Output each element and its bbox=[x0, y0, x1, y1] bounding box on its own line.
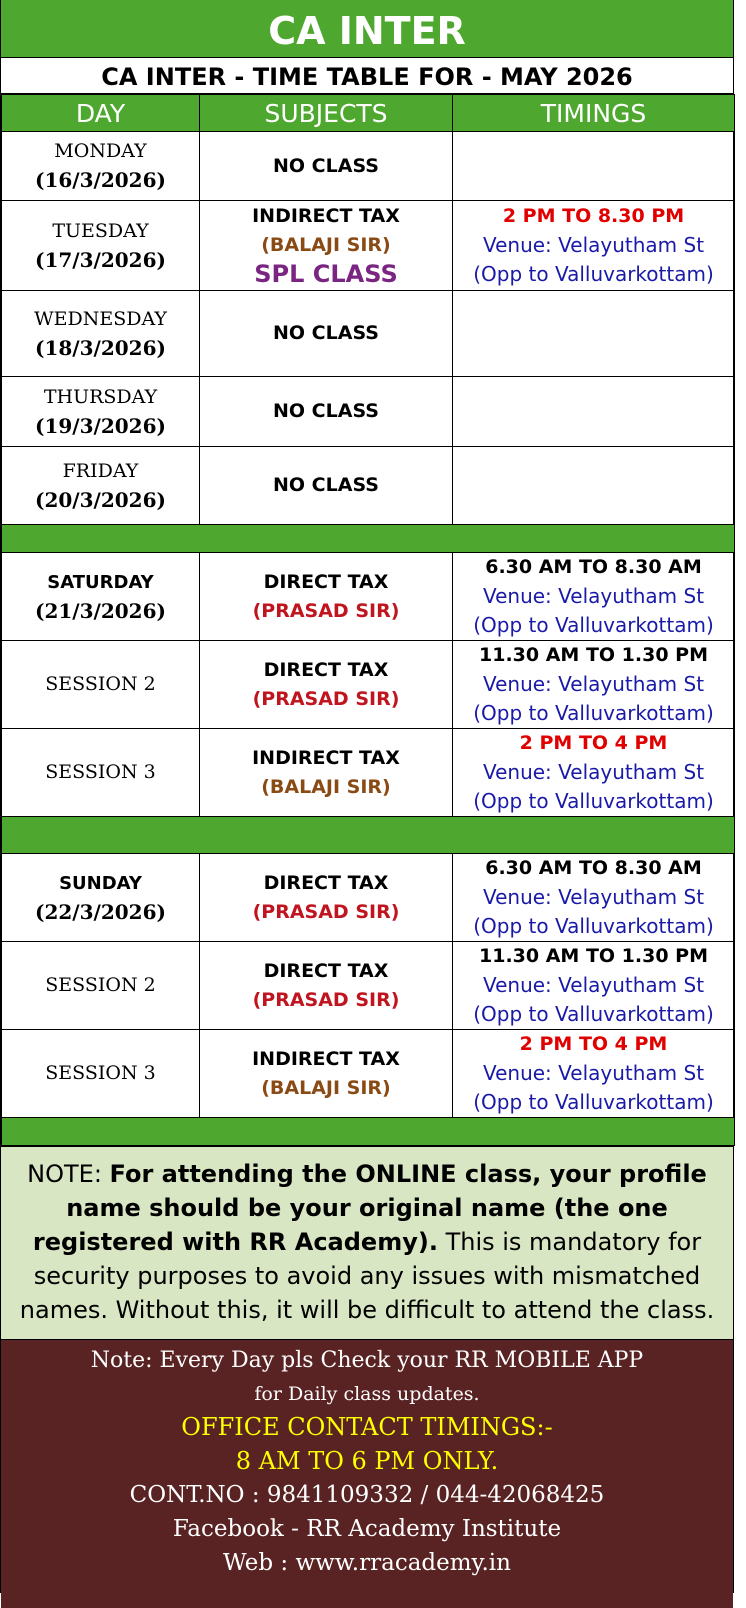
section-divider bbox=[2, 525, 735, 553]
timing-cell bbox=[453, 553, 735, 641]
timing-cell bbox=[453, 942, 735, 1030]
subject-name: DIRECT TAX bbox=[263, 570, 389, 593]
venue-landmark: (Opp to Valluvarkottam) bbox=[473, 1090, 714, 1114]
day-date: (22/3/2026) bbox=[35, 899, 166, 924]
subject-name: INDIRECT TAX bbox=[252, 746, 400, 769]
day-date: (16/3/2026) bbox=[35, 168, 166, 192]
timing-cell bbox=[453, 201, 735, 291]
table-row bbox=[2, 553, 735, 641]
table-row bbox=[2, 377, 735, 447]
facebook-link[interactable]: Facebook - RR Academy Institute bbox=[172, 1516, 562, 1542]
note-prefix: NOTE: bbox=[27, 1160, 110, 1188]
session-label: SESSION 3 bbox=[2, 729, 200, 817]
website-link[interactable]: Web : www.rracademy.in bbox=[223, 1550, 511, 1576]
timing-cell bbox=[453, 132, 735, 201]
table-row bbox=[2, 447, 735, 525]
subject-name: INDIRECT TAX bbox=[252, 1047, 400, 1070]
day-name: SUNDAY bbox=[59, 872, 142, 894]
day-date: (18/3/2026) bbox=[35, 335, 166, 360]
timing-cell bbox=[453, 377, 735, 447]
day-cell bbox=[2, 854, 200, 942]
venue-landmark: (Opp to Valluvarkottam) bbox=[473, 613, 714, 637]
day-date: (20/3/2026) bbox=[35, 487, 166, 512]
timing-cell bbox=[453, 854, 735, 942]
table-row bbox=[2, 132, 735, 201]
subject-name: DIRECT TAX bbox=[263, 959, 389, 982]
day-cell bbox=[2, 553, 200, 641]
tutor-name: (PRASAD SIR) bbox=[252, 599, 400, 622]
timetable-subtitle: CA INTER - TIME TABLE FOR - MAY 2026 bbox=[1, 58, 733, 94]
tutor-name: (BALAJI SIR) bbox=[261, 1076, 391, 1099]
subject-name: DIRECT TAX bbox=[263, 658, 389, 681]
day-date: (21/3/2026) bbox=[35, 598, 166, 623]
subject-cell: NO CLASS bbox=[200, 132, 453, 201]
section-divider bbox=[2, 817, 735, 854]
contact-number: CONT.NO : 9841109332 / 044-42068425 bbox=[129, 1482, 605, 1508]
tutor-name: (BALAJI SIR) bbox=[261, 775, 391, 798]
subject-cell: NO CLASS bbox=[200, 291, 453, 377]
venue-line: Venue: Velayutham St bbox=[482, 973, 705, 997]
session-label: SESSION 3 bbox=[2, 1030, 200, 1118]
venue-line: Venue: Velayutham St bbox=[482, 885, 705, 909]
footer-contact bbox=[1, 1340, 733, 1608]
online-class-note bbox=[1, 1146, 733, 1340]
tutor-name: (PRASAD SIR) bbox=[252, 687, 400, 710]
office-timings-hours: 8 AM TO 6 PM ONLY. bbox=[235, 1447, 499, 1475]
subject-cell: NO CLASS bbox=[200, 377, 453, 447]
subject-name: INDIRECT TAX bbox=[252, 205, 400, 227]
day-name: SATURDAY bbox=[47, 571, 154, 593]
day-cell bbox=[2, 291, 200, 377]
header-row bbox=[2, 95, 735, 132]
day-cell bbox=[2, 201, 200, 291]
footer-app-note-2: for Daily class updates. bbox=[254, 1383, 480, 1405]
subject-cell bbox=[200, 942, 453, 1030]
col-subjects-header: SUBJECTS bbox=[200, 95, 453, 132]
time-range: 6.30 AM TO 8.30 AM bbox=[485, 556, 702, 578]
session-label: SESSION 2 bbox=[2, 641, 200, 729]
timing-cell bbox=[453, 729, 735, 817]
venue-landmark: (Opp to Valluvarkottam) bbox=[473, 1002, 714, 1026]
time-range: 6.30 AM TO 8.30 AM bbox=[485, 857, 702, 879]
subject-cell bbox=[200, 201, 453, 291]
venue-line: Venue: Velayutham St bbox=[482, 584, 705, 608]
timing-cell bbox=[453, 1030, 735, 1118]
table-row bbox=[2, 641, 735, 729]
subject-cell bbox=[200, 1030, 453, 1118]
table-row bbox=[2, 729, 735, 817]
day-name: WEDNESDAY bbox=[34, 307, 167, 330]
table-row bbox=[2, 201, 735, 291]
timetable bbox=[1, 94, 735, 1146]
subject-cell: NO CLASS bbox=[200, 447, 453, 525]
tutor-name: (PRASAD SIR) bbox=[252, 900, 400, 923]
day-cell bbox=[2, 447, 200, 525]
col-timings-header: TIMINGS bbox=[453, 95, 735, 132]
timing-cell bbox=[453, 641, 735, 729]
day-name: TUESDAY bbox=[52, 219, 149, 242]
tutor-name: (BALAJI SIR) bbox=[261, 234, 391, 256]
venue-line: Venue: Velayutham St bbox=[482, 233, 705, 257]
table-row bbox=[2, 942, 735, 1030]
time-range: 11.30 AM TO 1.30 PM bbox=[479, 945, 708, 967]
subject-cell bbox=[200, 729, 453, 817]
subject-cell bbox=[200, 553, 453, 641]
day-date: (19/3/2026) bbox=[35, 413, 166, 438]
day-name: FRIDAY bbox=[62, 459, 139, 482]
section-divider bbox=[2, 1118, 735, 1146]
day-name: MONDAY bbox=[54, 140, 147, 162]
banner-title: CA INTER bbox=[1, 0, 733, 58]
table-row bbox=[2, 1030, 735, 1118]
footer-app-note: Note: Every Day pls Check your RR MOBILE APP bbox=[90, 1348, 644, 1373]
time-range: 2 PM TO 4 PM bbox=[519, 1033, 668, 1055]
note-rest-text: This is mandatory for security purposes to avoid any issues with mismatched names. Without this, it will be difficult to attend the class. bbox=[19, 1228, 715, 1324]
session-label: SESSION 2 bbox=[2, 942, 200, 1030]
table-row bbox=[2, 291, 735, 377]
venue-line: Venue: Velayutham St bbox=[482, 760, 705, 784]
subject-cell bbox=[200, 854, 453, 942]
time-range: 2 PM TO 4 PM bbox=[519, 732, 668, 754]
subject-cell bbox=[200, 641, 453, 729]
venue-landmark: (Opp to Valluvarkottam) bbox=[473, 914, 714, 938]
special-class-label: SPL CLASS bbox=[254, 260, 398, 288]
table-row bbox=[2, 854, 735, 942]
venue-landmark: (Opp to Valluvarkottam) bbox=[473, 789, 714, 813]
venue-line: Venue: Velayutham St bbox=[482, 672, 705, 696]
office-timings-title: OFFICE CONTACT TIMINGS:- bbox=[181, 1413, 553, 1441]
tutor-name: (PRASAD SIR) bbox=[252, 988, 400, 1011]
day-date: (17/3/2026) bbox=[35, 247, 166, 272]
time-range: 11.30 AM TO 1.30 PM bbox=[479, 644, 708, 666]
timing-cell bbox=[453, 447, 735, 525]
timing-cell bbox=[453, 291, 735, 377]
col-day-header: DAY bbox=[2, 95, 200, 132]
day-cell bbox=[2, 377, 200, 447]
time-range: 2 PM TO 8.30 PM bbox=[502, 205, 685, 227]
day-name: THURSDAY bbox=[43, 385, 158, 408]
venue-landmark: (Opp to Valluvarkottam) bbox=[473, 262, 714, 286]
venue-line: Venue: Velayutham St bbox=[482, 1061, 705, 1085]
subject-name: DIRECT TAX bbox=[263, 871, 389, 894]
day-cell bbox=[2, 132, 200, 201]
note-bold-text: For attending the ONLINE class, your profile name should be your original name (the one registered with RR Academy). bbox=[32, 1160, 707, 1256]
venue-landmark: (Opp to Valluvarkottam) bbox=[473, 701, 714, 725]
